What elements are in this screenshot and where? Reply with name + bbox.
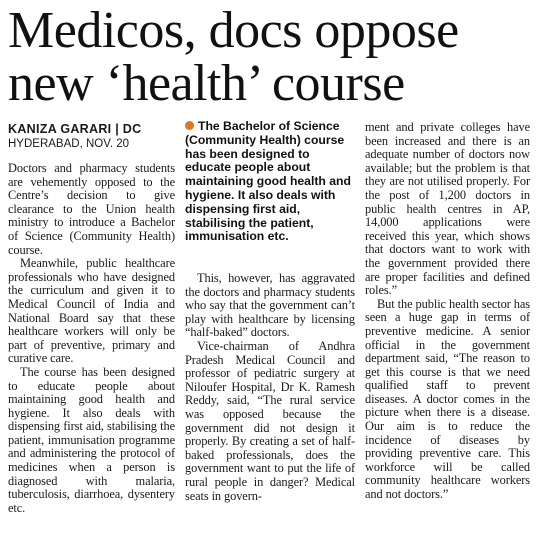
bullet-icon [185,121,194,130]
headline-line-2: new ‘health’ course [8,55,405,112]
pullquote [185,120,355,244]
article-column-2 [185,272,355,503]
pullquote-text: The Bachelor of Science (Community Health) course has been designed to educate people about maintaining good health and hygiene. It also deals with dispensing first aid, stabilising the patient, immunisation etc. [185,119,351,244]
byline: KANIZA GARARI | DC [8,122,142,136]
headline [8,4,532,110]
paragraph-4: This, however, has aggravated the doctors and pharmacy students who say that the government can’t play with healthcare by licensing “half-baked” doctors. [185,271,355,340]
article-column-1 [8,162,175,515]
article-column-3 [365,121,530,502]
paragraph-1: Doctors and pharmacy students are vehemently opposed to the Centre’s decision to give clearance to the Union health ministry to introduce a Bachelor of Science (Community Health) course. [8,161,175,257]
paragraph-2: Meanwhile, public healthcare professionals who have designed the curriculum and given it to Medical Council of India and National Board say that these healthcare workers will only be part of preventive, primary and curative care. [8,256,175,366]
headline-line-1: Medicos, docs oppose [8,2,459,59]
paragraph-5-part-1: Vice-chairman of Andhra Pradesh Medical Council and professor of pediatric surgery at Niloufer Hospital, Dr K. Ramesh Reddy, said, “The rural service was opposed because the government did not design it properly. By creating a set of half-baked professionals, does the government want to put the life of rural people in danger? Medical seats in govern- [185,338,355,503]
paragraph-6: But the public health sector has seen a huge gap in terms of preventive medicine. A senior official in the government department said, “The reason to get this course is that we need qualified staff to prevent diseases. A doctor comes in the picture when there is a disease. Our aim is to reduce the incidence of diseases by providing preventive care. This workforce will be called community healthcare workers and not doctors.” [365,296,530,502]
paragraph-3: The course has been designed to educate people about maintaining good health and hygiene. It also deals with dispensing first aid, stabilising the patient, immunisation programme and administering the protocol of medicines when a person is diagnosed with malaria, tuberculosis, diarrhoea, dysentery etc. [8,364,175,515]
paragraph-5-part-2: ment and private colleges have been increased and there is an adequate number of doctors now available; but the problem is that they are not utilised properly. For the post of 1,200 doctors in public health centres in AP, 14,000 applications were received this year, which shows that doctors want to work with the government provided there are proper facilities and defined roles.” [365,120,530,298]
dateline: HYDERABAD, NOV. 20 [8,138,130,150]
